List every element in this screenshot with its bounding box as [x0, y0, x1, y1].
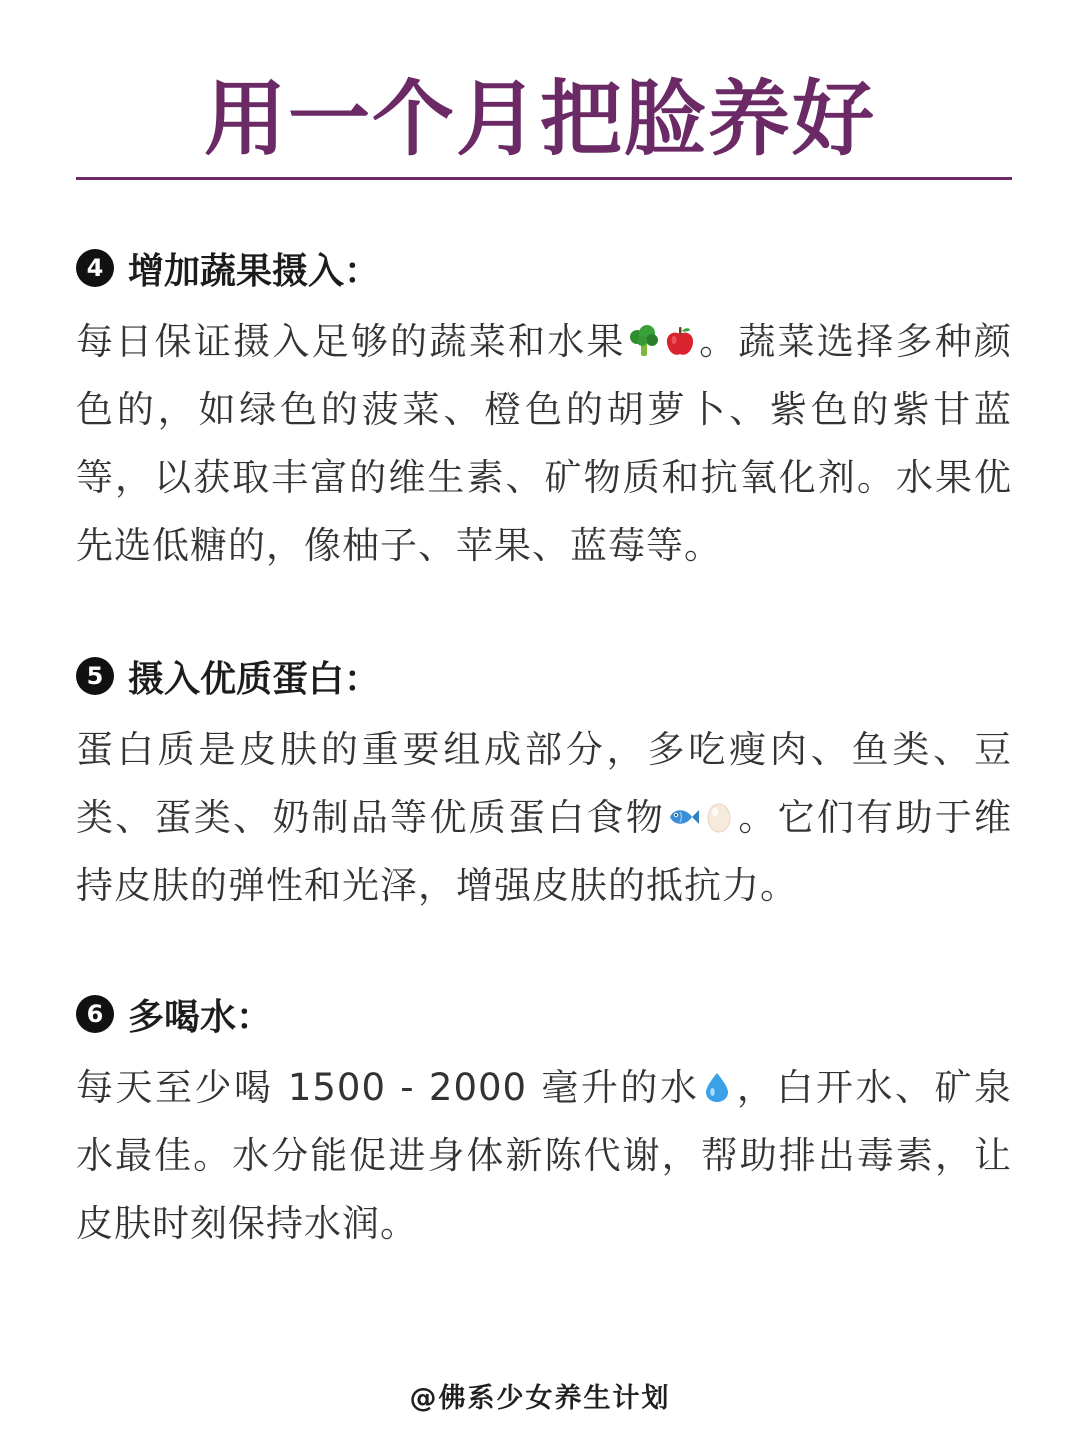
section-heading-text: 摄入优质蛋白：	[128, 658, 381, 700]
broccoli-icon	[627, 324, 661, 358]
section-heading-text: 增加蔬果摄入：	[128, 250, 381, 292]
section-heading	[76, 648, 1012, 704]
section-body	[76, 1054, 1012, 1258]
number-badge: 4	[76, 249, 114, 287]
title-divider	[76, 177, 1012, 180]
section-body-text: 。它们有助于维持皮肤的弹性和光泽，增强皮肤的抵抗力。	[76, 796, 1013, 907]
section-body-text: 每天至少喝 1500 - 2000 毫升的水	[76, 1066, 700, 1109]
section-heading	[76, 986, 1012, 1042]
section-body	[76, 716, 1012, 920]
author-watermark: @佛系少女养生计划	[409, 1383, 671, 1414]
page-title: 用一个月把脸养好	[203, 72, 876, 167]
number-badge: 5	[76, 657, 114, 695]
section-drink-water	[76, 986, 1012, 1258]
apple-icon	[663, 324, 697, 358]
section-body-text: ，白开水、矿泉水最佳。水分能促进身体新陈代谢，帮助排出毒素，让皮肤时刻保持水润。	[76, 1066, 1012, 1245]
section-body	[76, 308, 1012, 580]
section-body-text: 蛋白质是皮肤的重要组成部分，多吃瘦肉、鱼类、豆类、蛋类、奶制品等优质蛋白食物	[76, 728, 1012, 839]
section-quality-protein	[76, 648, 1012, 920]
section-heading-text: 多喝水：	[128, 996, 273, 1038]
section-body-text: 每日保证摄入足够的蔬菜和水果	[76, 320, 626, 363]
section-body-text: 。蔬菜选择多种颜色的，如绿色的菠菜、橙色的胡萝卜、紫色的紫甘蓝等，以获取丰富的维生素、矿物质和抗氧化剂。水果优先选低糖的，像柚子、苹果、蓝莓等。	[76, 320, 1013, 567]
number-badge: 6	[76, 995, 114, 1033]
water-drop-icon	[700, 1070, 734, 1104]
section-heading	[76, 240, 1012, 296]
fish-icon	[666, 800, 700, 834]
section-vegetables-fruits	[76, 240, 1012, 580]
egg-icon	[702, 800, 736, 834]
